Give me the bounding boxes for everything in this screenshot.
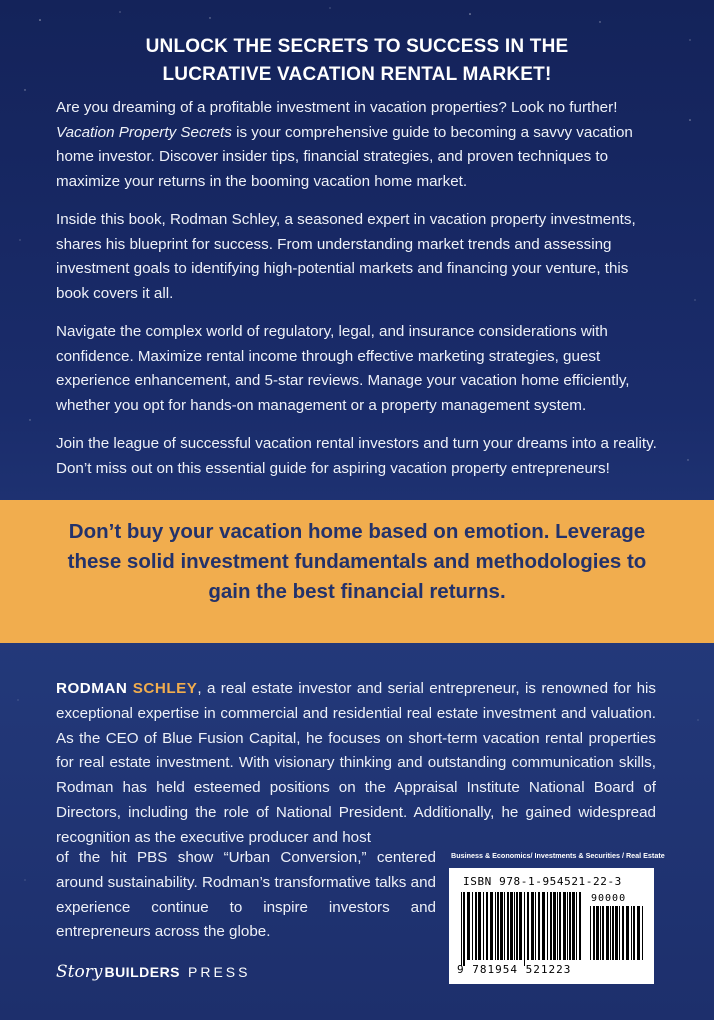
barcode-bar xyxy=(504,892,505,960)
barcode-bar xyxy=(626,906,629,960)
barcode-bar xyxy=(612,906,614,960)
publisher-logo xyxy=(56,962,250,992)
headline-line-2: LUCRATIVE VACATION RENTAL MARKET! xyxy=(162,64,552,85)
barcode-bar xyxy=(486,892,488,960)
barcode-bar xyxy=(542,892,545,960)
barcode-bar xyxy=(467,892,470,960)
barcode-bar xyxy=(490,892,493,960)
barcode-bar xyxy=(500,892,503,960)
intro-paragraph-1 xyxy=(56,96,662,194)
ean-barcode-bars xyxy=(461,892,585,966)
barcode-bar xyxy=(495,892,496,960)
barcode-bar xyxy=(475,892,477,960)
author-bio-text-a: , a real estate investor and serial entrepreneur, is renowned for his exceptional expertise in commercial and residential real estate investment and valuation. As the CEO of Blue Fusion Capital, he focuses on short-term vacation rental properties for real estate investment. With visionary thinking and outstanding communication skills, Rodman has held esteemed positions on the Appraisal Institute National Board of Directors, including the role of National President. Additionally, he gained widespread recognition as the executive producer and host xyxy=(56,680,656,846)
intro-paragraph-2: Inside this book, Rodman Schley, a seasoned expert in vacation property investments, shares his blueprint for success. From understanding market trends and assessing investment goals to identifying high-potential markets and financing your venture, this book covers it all. xyxy=(56,211,636,302)
barcode-bar xyxy=(527,892,529,960)
author-bio-continued xyxy=(56,846,436,945)
barcode-bar xyxy=(642,906,643,960)
publisher-story: Story xyxy=(56,962,103,982)
barcode-bar xyxy=(535,892,536,960)
barcode-bar xyxy=(606,906,609,960)
barcode-bar xyxy=(631,906,632,960)
barcode-bar xyxy=(507,892,509,960)
barcode-bar xyxy=(569,892,571,960)
barcode-bar xyxy=(633,906,635,960)
barcode-bar xyxy=(547,892,548,960)
barcode-bar xyxy=(602,906,604,960)
barcode-bar xyxy=(497,892,499,960)
barcode-bar xyxy=(593,906,595,960)
author-bio-text-b: of the hit PBS show “Urban Conversion,” centered around sustainability. Rodman’s transformative talks and experience continue to inspire investors and entrepreneurs across the globe. xyxy=(56,849,436,941)
isbn-number: ISBN 978-1-954521-22-3 xyxy=(463,875,622,888)
publisher-builders: BUILDERS xyxy=(104,964,181,980)
barcode-bar xyxy=(510,892,513,960)
intro-paragraph-1-rest: is your comprehensive guide to becoming a savvy vacation home investor. Discover insider tips, financial strategies, and proven techniques to maximize your returns in the booming vacation home market. xyxy=(56,123,633,190)
bisac-category: Business & Economics/ Investments & Securities / Real Estate xyxy=(451,851,665,860)
quote-banner xyxy=(0,500,714,643)
publisher-press: PRESS xyxy=(188,964,251,980)
price-code: 90000 xyxy=(591,893,627,904)
barcode-bar xyxy=(619,906,620,960)
headline-line-1: UNLOCK THE SECRETS TO SUCCESS IN THE xyxy=(145,36,569,57)
headline xyxy=(0,33,714,89)
barcode-bar xyxy=(483,892,484,960)
barcode-bar xyxy=(472,892,473,960)
barcode-bar xyxy=(461,892,462,966)
barcode-bar xyxy=(553,892,556,960)
barcode-bar xyxy=(600,906,601,960)
addon-barcode-bars xyxy=(590,906,646,966)
ean-digits: 9 781954 521223 xyxy=(457,963,572,976)
banner-text: Don’t buy your vacation home based on emotion. Leverage these solid investment fundamentals and methodologies to gain the best financial returns. xyxy=(67,520,647,603)
barcode-bar xyxy=(572,892,575,960)
barcode-bar xyxy=(563,892,566,960)
intro-paragraph-4: Join the league of successful vacation rental investors and turn your dreams into a reality. Don’t miss out on this essential guide for aspiring vacation property entrepreneurs! xyxy=(56,435,657,477)
barcode-bar xyxy=(514,892,515,960)
barcode-bar xyxy=(590,906,591,960)
barcode-bar xyxy=(567,892,568,960)
barcode-bar xyxy=(478,892,481,960)
barcode-bar xyxy=(610,906,611,960)
barcode-bar xyxy=(519,892,522,960)
barcode-bar xyxy=(524,892,525,966)
author-first-name: RODMAN xyxy=(56,680,128,697)
barcode-bar xyxy=(550,892,552,960)
isbn-barcode xyxy=(449,868,654,984)
barcode-bar xyxy=(637,906,640,960)
barcode-bar xyxy=(559,892,561,960)
barcode-bar xyxy=(579,892,581,960)
barcode-bar xyxy=(538,892,540,960)
book-title: Vacation Property Secrets xyxy=(56,123,232,141)
barcode-bar xyxy=(557,892,558,960)
barcode-bar xyxy=(622,906,624,960)
barcode-bar xyxy=(615,906,618,960)
barcode-bar xyxy=(576,892,577,960)
intro-paragraph-3: Navigate the complex world of regulatory, legal, and insurance considerations with confidence. Maximize rental income through effective marketing strategies, guest experience enhancement, and 5-star reviews. Manage your vacation home efficiently, whether you opt for hands-on management or a property management system. xyxy=(56,323,630,414)
barcode-bar xyxy=(516,892,518,960)
intro-copy xyxy=(56,96,662,495)
author-last-name: SCHLEY xyxy=(132,680,198,697)
intro-paragraph-1-start: Are you dreaming of a profitable investment in vacation properties? Look no further! xyxy=(56,99,618,116)
barcode-bar xyxy=(531,892,534,960)
barcode-bar xyxy=(596,906,599,960)
barcode-bar xyxy=(463,892,465,966)
author-bio xyxy=(56,677,656,851)
